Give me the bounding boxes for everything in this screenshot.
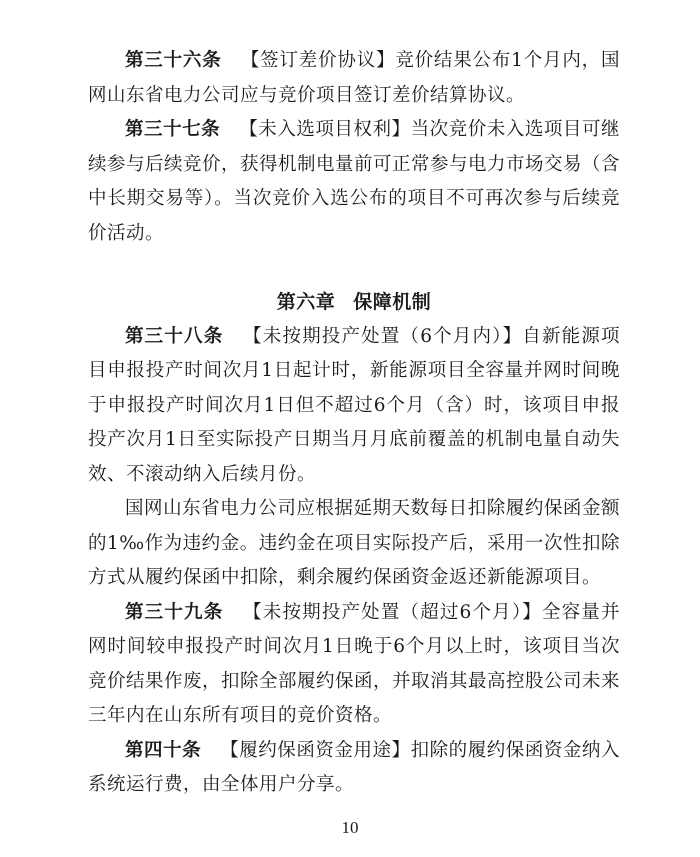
- chapter-title: 保障机制: [353, 291, 432, 313]
- article-heading: 第三十九条: [125, 601, 224, 623]
- article-body: 【履约保函资金用途】扣除的履约保函资金纳入系统运行费，由全体用户分享。: [88, 739, 620, 795]
- article-38: [88, 320, 620, 493]
- article-body: 【签订差价协议】竞价结果公布1个月内，国网山东省电力公司应与竞价项目签订差价结算协议。: [88, 50, 620, 106]
- article-heading: 第三十六条: [125, 50, 222, 71]
- article-body: 【未按期投产处置（6个月内）】自新能源项目申报投产时间次月1日起计时，新能源项目全容量并网时间晚于申报投产时间次月1日但不超过6个月（含）时，该项目申报投产次月1日至实际投产日期当月月底前覆盖的机制电量自动失效、不滚动纳入后续月份。: [88, 325, 620, 485]
- article-36: [88, 44, 620, 113]
- article-37: [88, 113, 620, 251]
- chapter-heading: [88, 285, 620, 320]
- article-39: [88, 596, 620, 734]
- article-heading: 第四十条: [125, 739, 202, 761]
- article-40: [88, 734, 620, 803]
- chapter-number: 第六章: [276, 291, 336, 313]
- article-38-paragraph-2: [88, 492, 620, 596]
- page-number: 10: [341, 818, 359, 837]
- article-body: 【未入选项目权利】当次竞价未入选项目可继续参与后续竞价，获得机制电量前可正常参与电力市场交易（含中长期交易等）。当次竞价入选公布的项目不可再次参与后续竞价活动。: [88, 119, 621, 244]
- article-heading: 第三十八条: [125, 325, 224, 347]
- chapter-spacer: [88, 251, 620, 285]
- article-body: 【未按期投产处置（超过6个月）】全容量并网时间较申报投产时间次月1日晚于6个月以上时，该项目当次竞价结果作废，扣除全部履约保函，并取消其最高控股公司未来三年内在山东所有项目的竞价资格。: [88, 601, 621, 726]
- article-body: 国网山东省电力公司应根据延期天数每日扣除履约保函金额的1‰作为违约金。违约金在项目实际投产后，采用一次性扣除方式从履约保函中扣除，剩余履约保函资金返还新能源项目。: [88, 498, 620, 588]
- document-page: [88, 44, 620, 803]
- article-heading: 第三十七条: [125, 119, 221, 140]
